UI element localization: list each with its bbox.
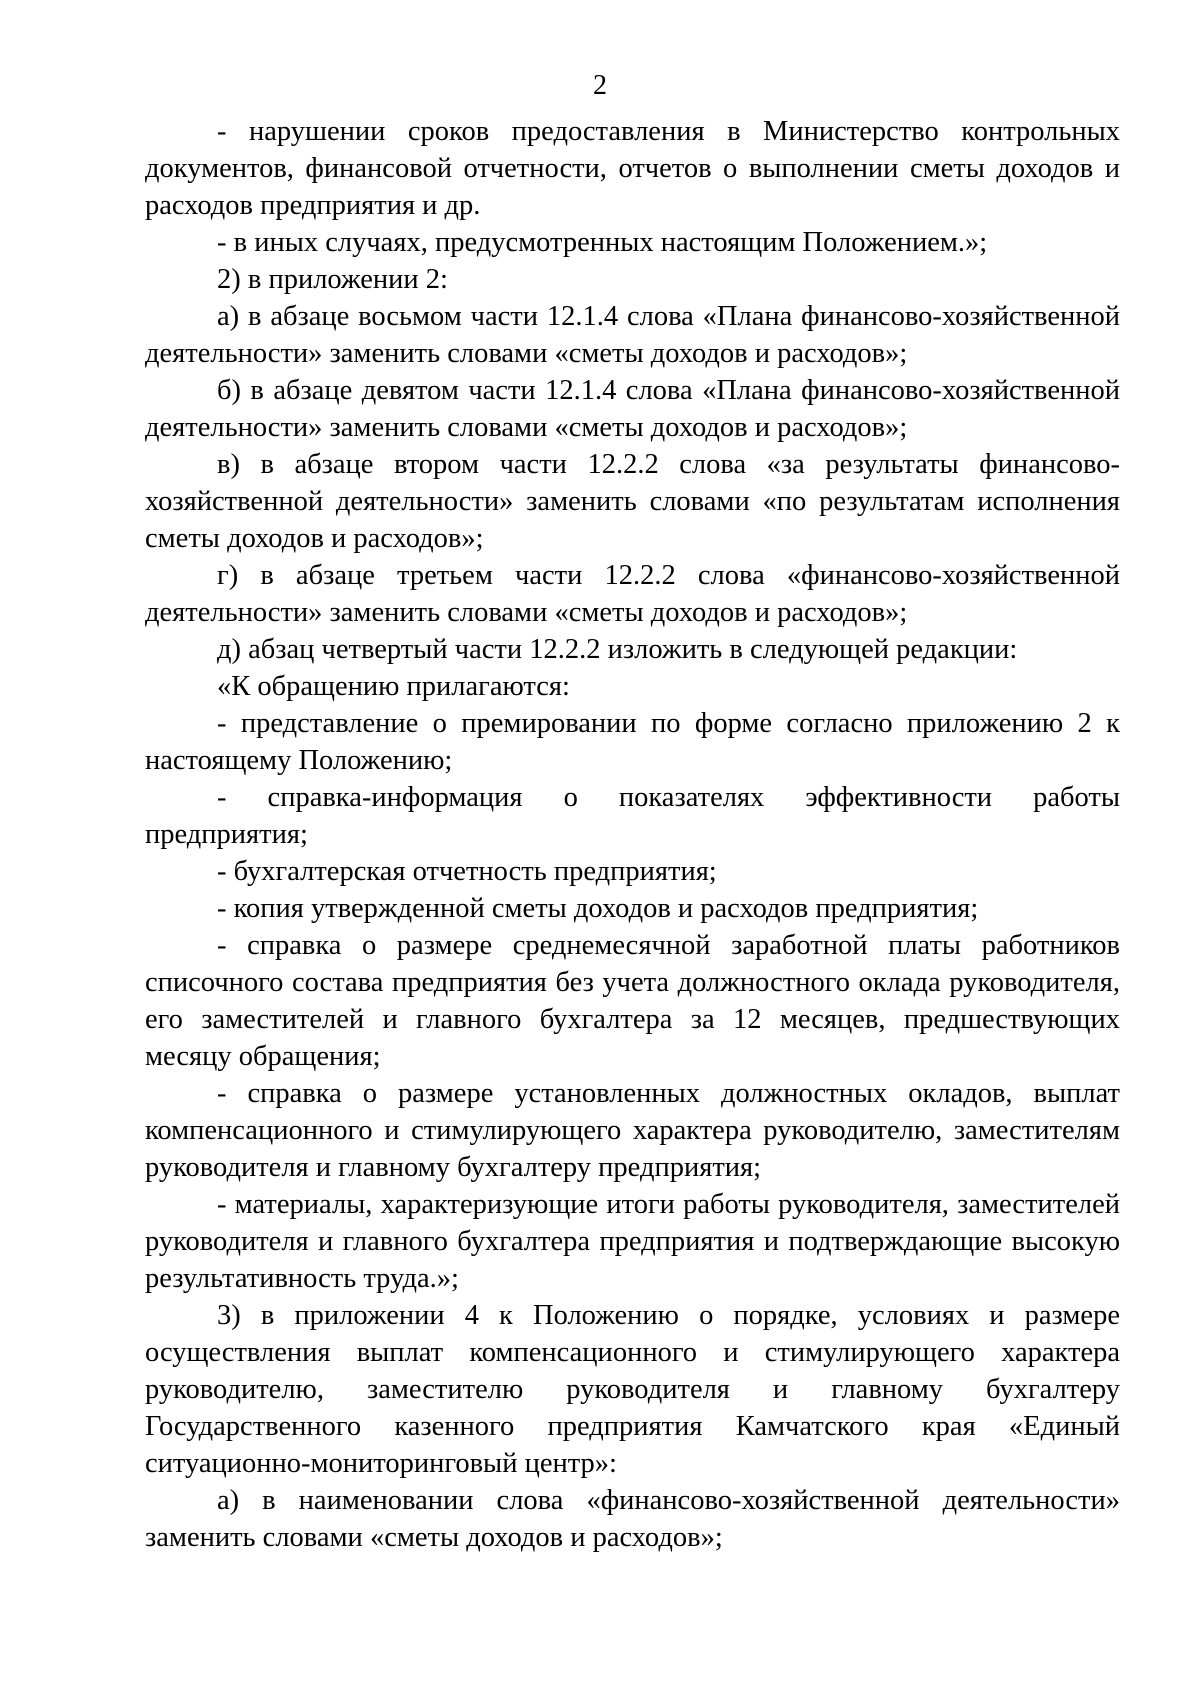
paragraph-12: - бухгалтерская отчетность предприятия; — [217, 856, 717, 887]
paragraph-15: - справка о размере установленных должностных окладов, выплат компенсационного и стимулирующего характера руководителю, заместителям руководителя и главному бухгалтеру предприятия; — [145, 1078, 1120, 1183]
paragraph-3: 2) в приложении 2: — [217, 264, 448, 295]
paragraph-14: - справка о размере среднемесячной заработной платы работников списочного состава предприятия без учета должностного оклада руководителя, его заместителей и главного бухгалтера за 12 месяцев, предшествующих месяцу обращения; — [145, 930, 1120, 1072]
page-number: 2 — [593, 70, 607, 101]
document-body — [145, 113, 1120, 1556]
paragraph-18: а) в наименовании слова «финансово-хозяйственной деятельности» заменить словами «сметы доходов и расходов»; — [145, 1485, 1120, 1553]
paragraph-13: - копия утвержденной сметы доходов и расходов предприятия; — [217, 893, 979, 924]
paragraph-17: 3) в приложении 4 к Положению о порядке, условиях и размере осуществления выплат компенсационного и стимулирующего характера руководителю, заместителю руководителя и главному бухгалтеру Государственного казенного предприятия Камчатского края «Единый ситуационно-мониторинговый центр»: — [145, 1300, 1120, 1479]
paragraph-2: - в иных случаях, предусмотренных настоящим Положением.»; — [217, 227, 988, 258]
paragraph-4: а) в абзаце восьмом части 12.1.4 слова «Плана финансово-хозяйственной деятельности» заменить словами «сметы доходов и расходов»; — [145, 301, 1120, 369]
paragraph-10: - представление о премировании по форме согласно приложению 2 к настоящему Положению; — [145, 708, 1120, 776]
paragraph-8: д) абзац четвертый части 12.2.2 изложить в следующей редакции: — [217, 634, 1018, 665]
paragraph-9: «К обращению прилагаются: — [217, 671, 570, 702]
paragraph-11: - справка-информация о показателях эффективности работы предприятия; — [145, 782, 1120, 850]
paragraph-1: - нарушении сроков предоставления в Министерство контрольных документов, финансовой отчетности, отчетов о выполнении сметы доходов и расходов предприятия и др. — [145, 116, 1120, 221]
paragraph-16: - материалы, характеризующие итоги работы руководителя, заместителей руководителя и главного бухгалтера предприятия и подтверждающие высокую результативность труда.»; — [145, 1189, 1120, 1294]
paragraph-5: б) в абзаце девятом части 12.1.4 слова «Плана финансово-хозяйственной деятельности» заменить словами «сметы доходов и расходов»; — [145, 375, 1120, 443]
paragraph-6: в) в абзаце втором части 12.2.2 слова «за результаты финансово-хозяйственной деятельности» заменить словами «по результатам исполнения сметы доходов и расходов»; — [145, 449, 1120, 554]
paragraph-7: г) в абзаце третьем части 12.2.2 слова «финансово-хозяйственной деятельности» заменить словами «сметы доходов и расходов»; — [145, 560, 1120, 628]
